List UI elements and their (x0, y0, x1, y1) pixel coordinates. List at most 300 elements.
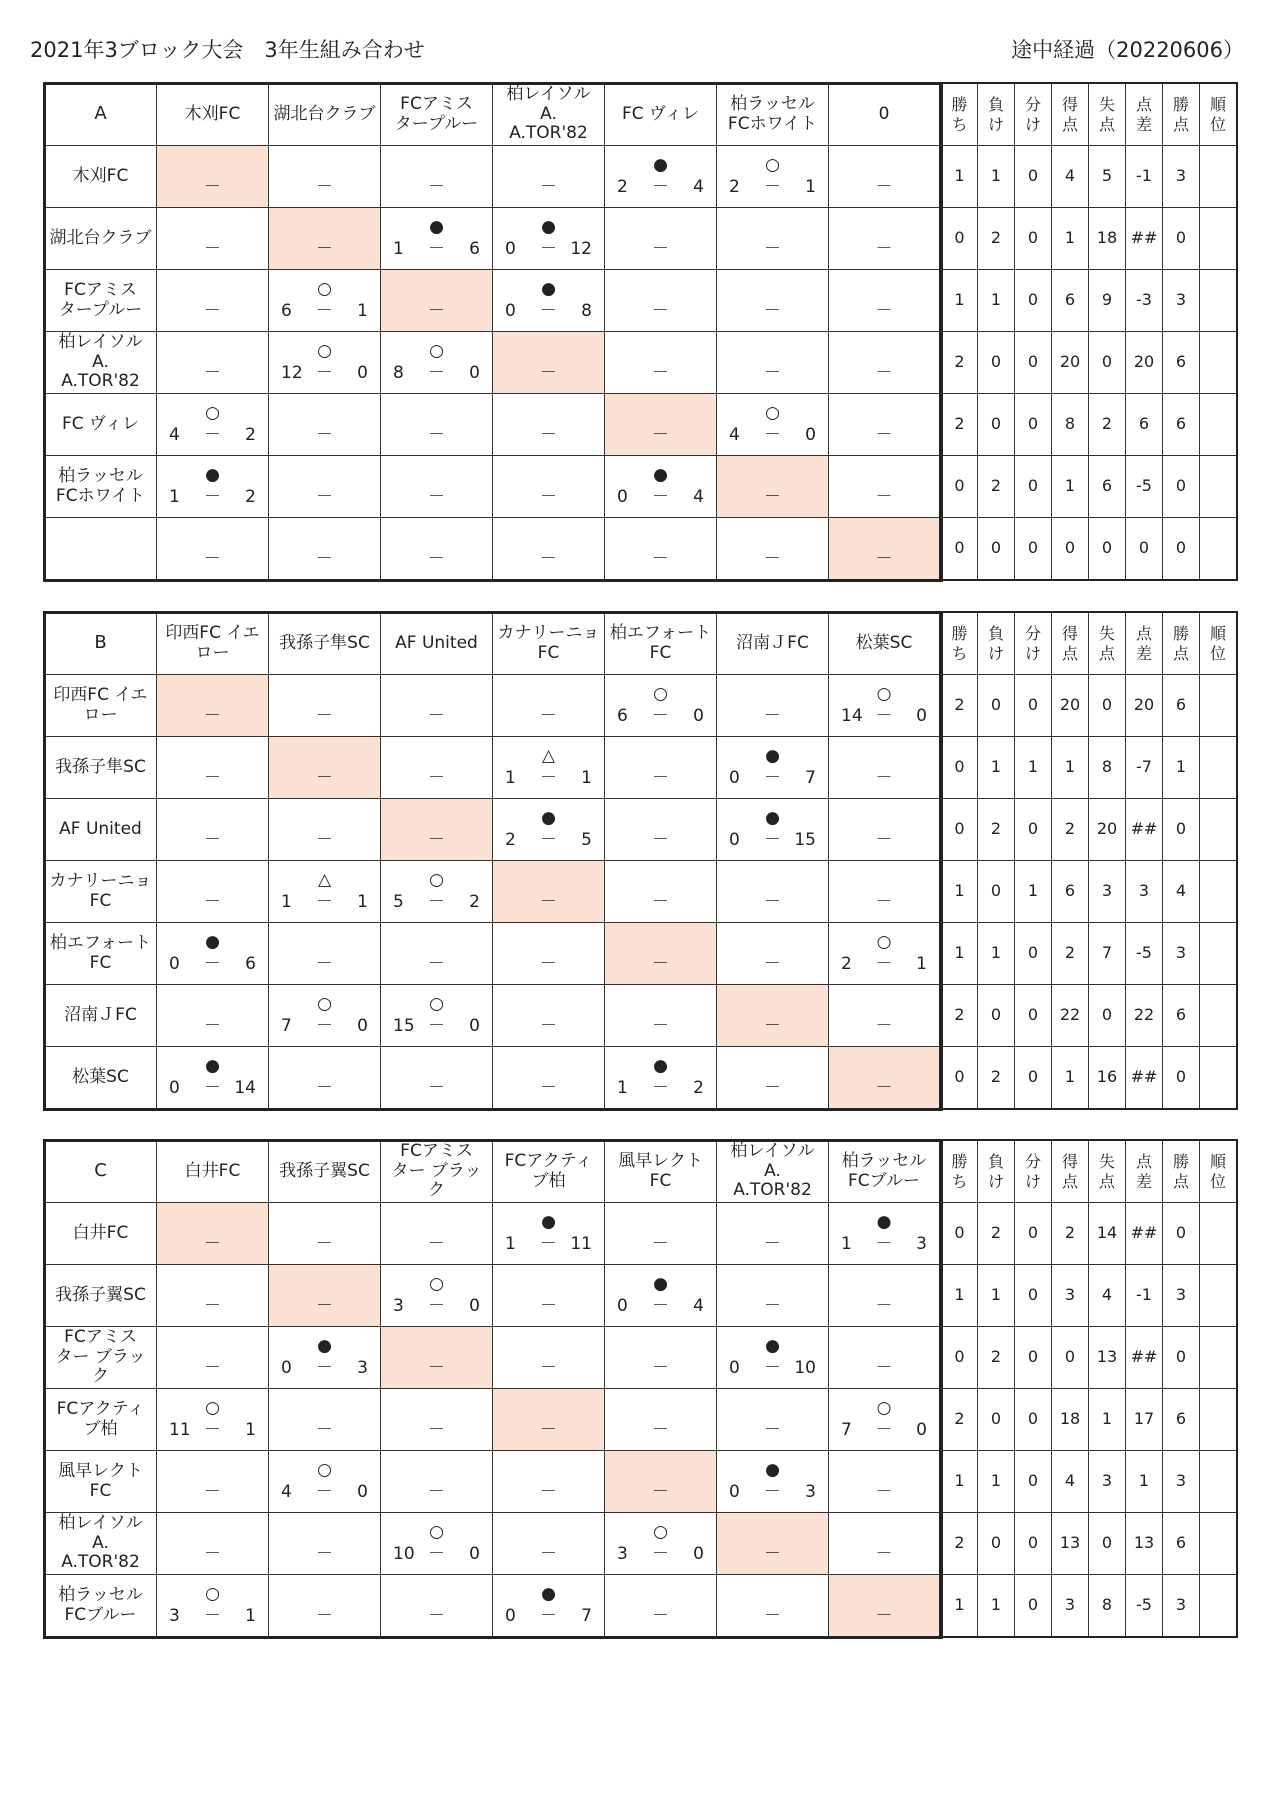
match-cell (829, 208, 941, 270)
match-cell (381, 923, 493, 985)
score-dash: － (540, 238, 557, 259)
match-cell (157, 1575, 269, 1637)
column-header-team: 風早レクト FC (605, 1141, 717, 1203)
score-dash: － (540, 1419, 557, 1440)
match-cell (717, 675, 829, 737)
stat-cell: 3 (1163, 270, 1200, 332)
score-for: 0 (729, 1481, 740, 1502)
score-for: 2 (617, 176, 628, 197)
score-dash: － (204, 1233, 221, 1254)
result-mark: ○ (205, 1583, 220, 1604)
stat-cell: 0 (1163, 1203, 1200, 1265)
stat-header: 分 け (1015, 84, 1052, 146)
stat-header: 勝 ち (941, 1141, 978, 1203)
self-match-cell (493, 1389, 605, 1451)
score-dash: － (652, 1077, 669, 1098)
score-dash: － (316, 548, 333, 569)
stat-cell: 0 (978, 985, 1015, 1047)
score-against: 0 (469, 1295, 480, 1316)
score-dash: － (652, 1481, 669, 1502)
score-dash: － (764, 767, 781, 788)
row-header-team: FCアミス タープルー (45, 270, 157, 332)
score-dash: － (428, 1357, 445, 1378)
stat-cell: 1 (1163, 737, 1200, 799)
table-row (45, 1203, 1237, 1265)
score-against: 0 (693, 705, 704, 726)
stat-cell: 0 (1015, 985, 1052, 1047)
column-header-team: 松葉SC (829, 613, 941, 675)
match-cell (381, 456, 493, 518)
stat-cell: 0 (978, 394, 1015, 456)
score-dash: － (428, 1015, 445, 1036)
column-header-team: 木刈FC (157, 84, 269, 146)
match-cell (269, 1203, 381, 1265)
score-for: 2 (505, 829, 516, 850)
score-dash: － (428, 1481, 445, 1502)
score-for: 15 (393, 1015, 415, 1036)
score-dash: － (540, 1605, 557, 1626)
score-dash: － (204, 362, 221, 383)
score-against: 0 (805, 424, 816, 445)
score-dash: － (540, 1295, 557, 1316)
stat-cell: ## (1126, 1203, 1163, 1265)
score-dash: － (875, 1077, 893, 1098)
stat-cell: 6 (1163, 332, 1200, 394)
match-cell (605, 985, 717, 1047)
match-cell (157, 456, 269, 518)
score-dash: － (764, 1015, 781, 1036)
score-dash: － (652, 891, 669, 912)
match-cell (269, 1327, 381, 1389)
match-cell (717, 799, 829, 861)
score-dash: － (204, 1605, 221, 1626)
result-mark: ● (541, 1211, 556, 1232)
result-mark: ○ (317, 993, 332, 1014)
stat-cell: -5 (1126, 456, 1163, 518)
stat-cell: 8 (1089, 737, 1126, 799)
stat-cell: ## (1126, 799, 1163, 861)
score-for: 12 (281, 362, 303, 383)
score-dash: － (764, 548, 781, 569)
match-cell (717, 518, 829, 580)
table-row (45, 737, 1237, 799)
row-header-team: 柏レイソル A. A.TOR'82 (45, 1513, 157, 1575)
result-mark: ○ (205, 1397, 220, 1418)
score-for: 7 (841, 1419, 852, 1440)
match-cell (269, 394, 381, 456)
result-mark: ○ (876, 683, 892, 704)
stat-cell: 2 (978, 1047, 1015, 1109)
table-row (45, 518, 1237, 580)
score-dash: － (428, 176, 445, 197)
result-mark: ● (653, 1055, 668, 1076)
score-for: 0 (281, 1357, 292, 1378)
stat-cell: 3 (1089, 1451, 1126, 1513)
score-dash: － (875, 1419, 893, 1440)
match-cell (493, 1575, 605, 1637)
stat-cell: 1 (978, 270, 1015, 332)
match-cell (269, 799, 381, 861)
match-cell (605, 1047, 717, 1109)
score-dash: － (428, 1233, 445, 1254)
stat-cell: 2 (941, 675, 978, 737)
stat-header: 失 点 (1089, 84, 1126, 146)
score-dash: － (540, 486, 557, 507)
stat-cell: 2 (978, 456, 1015, 518)
stat-cell: ## (1126, 208, 1163, 270)
score-for: 0 (617, 486, 628, 507)
score-dash: － (428, 486, 445, 507)
match-cell (381, 1265, 493, 1327)
table-row (45, 1265, 1237, 1327)
result-mark: ○ (653, 683, 668, 704)
result-mark: ○ (429, 1521, 444, 1542)
stat-header: 勝 ち (941, 84, 978, 146)
match-cell (157, 985, 269, 1047)
result-mark: △ (317, 869, 332, 890)
score-against: 3 (916, 1233, 927, 1254)
stat-cell: 8 (1052, 394, 1089, 456)
self-match-cell (269, 208, 381, 270)
score-dash: － (875, 767, 893, 788)
score-for: 14 (841, 705, 863, 726)
stat-cell: 0 (978, 1513, 1015, 1575)
stat-cell (1200, 985, 1237, 1047)
match-cell (381, 675, 493, 737)
score-for: 0 (169, 953, 180, 974)
score-dash: － (875, 1015, 893, 1036)
stat-cell: -7 (1126, 737, 1163, 799)
score-dash: － (428, 1077, 445, 1098)
table-row (45, 456, 1237, 518)
score-for: 0 (617, 1295, 628, 1316)
result-mark: ● (429, 216, 444, 237)
score-dash: － (875, 486, 893, 507)
match-cell (493, 518, 605, 580)
score-against: 6 (245, 953, 256, 974)
score-dash: － (764, 1233, 781, 1254)
row-header-team: 柏エフォート FC (45, 923, 157, 985)
score-dash: － (652, 362, 669, 383)
stat-cell: 0 (978, 861, 1015, 923)
score-dash: － (316, 1357, 333, 1378)
match-cell (829, 1203, 941, 1265)
stat-cell: 0 (1015, 1451, 1052, 1513)
stat-cell: 0 (941, 737, 978, 799)
score-against: 0 (916, 1419, 927, 1440)
stat-cell: 0 (1089, 1513, 1126, 1575)
result-mark: ● (541, 278, 556, 299)
result-mark: ○ (205, 402, 220, 423)
match-cell (157, 799, 269, 861)
score-dash: － (875, 424, 893, 445)
score-against: 1 (245, 1419, 256, 1440)
stat-cell: 1 (978, 1575, 1015, 1637)
stat-cell: 22 (1126, 985, 1163, 1047)
score-dash: － (875, 891, 893, 912)
score-for: 4 (729, 424, 740, 445)
stat-cell: 1 (941, 1265, 978, 1327)
score-dash: － (540, 829, 557, 850)
score-against: 1 (357, 300, 368, 321)
score-dash: － (764, 176, 781, 197)
stat-cell: 20 (1089, 799, 1126, 861)
score-dash: － (540, 1357, 557, 1378)
score-against: 0 (357, 1015, 368, 1036)
stat-cell: 3 (1163, 923, 1200, 985)
stat-header: 得 点 (1052, 613, 1089, 675)
match-cell (381, 1575, 493, 1637)
stat-cell (1200, 675, 1237, 737)
score-dash: － (875, 1295, 893, 1316)
score-for: 3 (393, 1295, 404, 1316)
match-cell (493, 1327, 605, 1389)
self-match-cell (605, 394, 717, 456)
result-mark: ○ (876, 1397, 892, 1418)
stat-header: 得 点 (1052, 1141, 1089, 1203)
match-cell (493, 1513, 605, 1575)
stat-cell: 0 (1052, 518, 1089, 580)
match-cell (157, 923, 269, 985)
stat-cell: -1 (1126, 146, 1163, 208)
match-cell (157, 332, 269, 394)
match-cell (493, 799, 605, 861)
stat-cell: 3 (1052, 1265, 1089, 1327)
score-dash: － (204, 238, 221, 259)
score-dash: － (652, 1357, 669, 1378)
match-cell (605, 737, 717, 799)
stat-header: 得 点 (1052, 84, 1089, 146)
stat-cell: 0 (1015, 1203, 1052, 1265)
match-cell (829, 1389, 941, 1451)
match-cell (829, 394, 941, 456)
result-mark: ○ (317, 278, 332, 299)
table-row (45, 332, 1237, 394)
result-mark: ○ (429, 340, 444, 361)
match-cell (157, 1327, 269, 1389)
match-cell (157, 208, 269, 270)
result-mark: ○ (429, 869, 444, 890)
stat-cell: 2 (941, 332, 978, 394)
result-mark: ○ (876, 931, 892, 952)
stat-cell: 20 (1052, 332, 1089, 394)
match-cell (605, 1327, 717, 1389)
stat-cell: 7 (1089, 923, 1126, 985)
score-against: 1 (357, 891, 368, 912)
stat-cell: 0 (978, 332, 1015, 394)
match-cell (381, 1389, 493, 1451)
match-cell (493, 1203, 605, 1265)
stat-cell: 0 (1089, 675, 1126, 737)
row-header-team: 白井FC (45, 1203, 157, 1265)
match-cell (829, 146, 941, 208)
score-dash: － (316, 829, 333, 850)
stat-cell: 2 (978, 208, 1015, 270)
match-cell (717, 146, 829, 208)
match-cell (605, 675, 717, 737)
stat-cell (1200, 1203, 1237, 1265)
score-dash: － (428, 238, 445, 259)
self-match-cell (157, 675, 269, 737)
column-header-team: AF United (381, 613, 493, 675)
stat-cell: 0 (1052, 1327, 1089, 1389)
score-for: 1 (617, 1077, 628, 1098)
table-row (45, 394, 1237, 456)
stat-cell: 0 (941, 1047, 978, 1109)
score-for: 3 (169, 1605, 180, 1626)
column-header-team: 0 (829, 84, 941, 146)
match-cell (381, 1203, 493, 1265)
row-header-team: FCアクティ ブ柏 (45, 1389, 157, 1451)
match-cell (493, 208, 605, 270)
stat-cell: 5 (1089, 146, 1126, 208)
stat-cell (1200, 1327, 1237, 1389)
stat-cell: 1 (1052, 208, 1089, 270)
result-mark: △ (541, 745, 556, 766)
stat-cell (1200, 1047, 1237, 1109)
row-header-team: FC ヴィレ (45, 394, 157, 456)
score-for: 1 (169, 486, 180, 507)
stat-header: 点 差 (1126, 84, 1163, 146)
score-dash: － (875, 176, 893, 197)
score-for: 6 (617, 705, 628, 726)
row-header-team: 我孫子隼SC (45, 737, 157, 799)
match-cell (717, 394, 829, 456)
stat-cell: 0 (1089, 518, 1126, 580)
stat-header: 点 差 (1126, 613, 1163, 675)
match-cell (717, 1203, 829, 1265)
score-for: 2 (729, 176, 740, 197)
score-against: 0 (916, 705, 927, 726)
match-cell (829, 737, 941, 799)
match-cell (269, 146, 381, 208)
stat-cell: 22 (1052, 985, 1089, 1047)
stat-header: 勝 ち (941, 613, 978, 675)
row-header-team: 柏ラッセル FCホワイト (45, 456, 157, 518)
stat-cell: 1 (1015, 861, 1052, 923)
stat-cell: 1 (941, 861, 978, 923)
result-mark: ● (876, 1211, 892, 1232)
match-cell (269, 332, 381, 394)
stat-cell: 6 (1163, 675, 1200, 737)
score-against: 1 (805, 176, 816, 197)
stat-cell: 2 (978, 799, 1015, 861)
score-dash: － (316, 238, 333, 259)
score-dash: － (875, 1357, 893, 1378)
stat-cell: -3 (1126, 270, 1163, 332)
stat-cell (1200, 1389, 1237, 1451)
score-dash: － (875, 548, 893, 569)
match-cell (605, 1513, 717, 1575)
score-dash: － (204, 1295, 221, 1316)
stat-cell: 0 (1015, 923, 1052, 985)
score-dash: － (428, 1295, 445, 1316)
score-dash: － (540, 767, 557, 788)
match-cell (829, 1327, 941, 1389)
stat-cell: 3 (1163, 1451, 1200, 1513)
score-dash: － (652, 176, 669, 197)
stat-cell: 18 (1089, 208, 1126, 270)
score-dash: － (204, 829, 221, 850)
column-header-team: 湖北台クラブ (269, 84, 381, 146)
score-against: 6 (469, 238, 480, 259)
self-match-cell (829, 1575, 941, 1637)
row-header-team: 印西FC イエ ロー (45, 675, 157, 737)
match-cell (717, 1047, 829, 1109)
match-cell (605, 332, 717, 394)
stat-header: 勝 点 (1163, 613, 1200, 675)
group-name: C (45, 1141, 157, 1203)
stat-cell (1200, 332, 1237, 394)
score-against: 12 (570, 238, 592, 259)
table-row (45, 1451, 1237, 1513)
group-b-table (44, 612, 1237, 1109)
result-mark: ● (653, 464, 668, 485)
score-dash: － (652, 1605, 669, 1626)
stat-cell: 3 (1163, 1265, 1200, 1327)
score-dash: － (204, 1015, 221, 1036)
score-dash: － (428, 548, 445, 569)
score-against: 7 (581, 1605, 592, 1626)
stat-header: 勝 点 (1163, 84, 1200, 146)
stat-header: 失 点 (1089, 613, 1126, 675)
stat-cell: 0 (1015, 1575, 1052, 1637)
stat-cell (1200, 146, 1237, 208)
stat-cell: 1 (1089, 1389, 1126, 1451)
score-dash: － (875, 1481, 893, 1502)
stat-cell: 1 (978, 1451, 1015, 1513)
score-dash: － (204, 1419, 221, 1440)
score-against: 11 (570, 1233, 592, 1254)
column-header-team: 柏ラッセル FCブルー (829, 1141, 941, 1203)
score-dash: － (316, 1233, 333, 1254)
group-a-table (44, 83, 1237, 580)
score-dash: － (428, 1543, 445, 1564)
score-for: 1 (841, 1233, 852, 1254)
score-dash: － (428, 953, 445, 974)
match-cell (605, 208, 717, 270)
score-dash: － (875, 362, 893, 383)
stat-cell: 4 (1052, 146, 1089, 208)
stat-cell: 1 (941, 270, 978, 332)
score-dash: － (204, 424, 221, 445)
stat-header: 順 位 (1200, 613, 1237, 675)
row-header-team: FCアミス ター ブラッ ク (45, 1327, 157, 1389)
match-cell (493, 270, 605, 332)
self-match-cell (829, 518, 941, 580)
page-title: 2021年3ブロック大会 3年生組み合わせ (30, 38, 425, 62)
score-dash: － (428, 424, 445, 445)
row-header-team: 風早レクト FC (45, 1451, 157, 1513)
score-dash: － (652, 953, 669, 974)
stat-cell: -5 (1126, 1575, 1163, 1637)
stat-cell (1200, 518, 1237, 580)
score-dash: － (316, 486, 333, 507)
score-for: 2 (841, 953, 852, 974)
score-dash: － (652, 1543, 669, 1564)
match-cell (157, 1389, 269, 1451)
score-dash: － (764, 1481, 781, 1502)
score-dash: － (204, 705, 221, 726)
score-against: 14 (234, 1077, 256, 1098)
score-dash: － (875, 300, 893, 321)
stat-cell: 3 (1163, 146, 1200, 208)
match-cell (269, 675, 381, 737)
score-dash: － (652, 829, 669, 850)
score-dash: － (875, 829, 893, 850)
row-header-team: 木刈FC (45, 146, 157, 208)
match-cell (829, 985, 941, 1047)
